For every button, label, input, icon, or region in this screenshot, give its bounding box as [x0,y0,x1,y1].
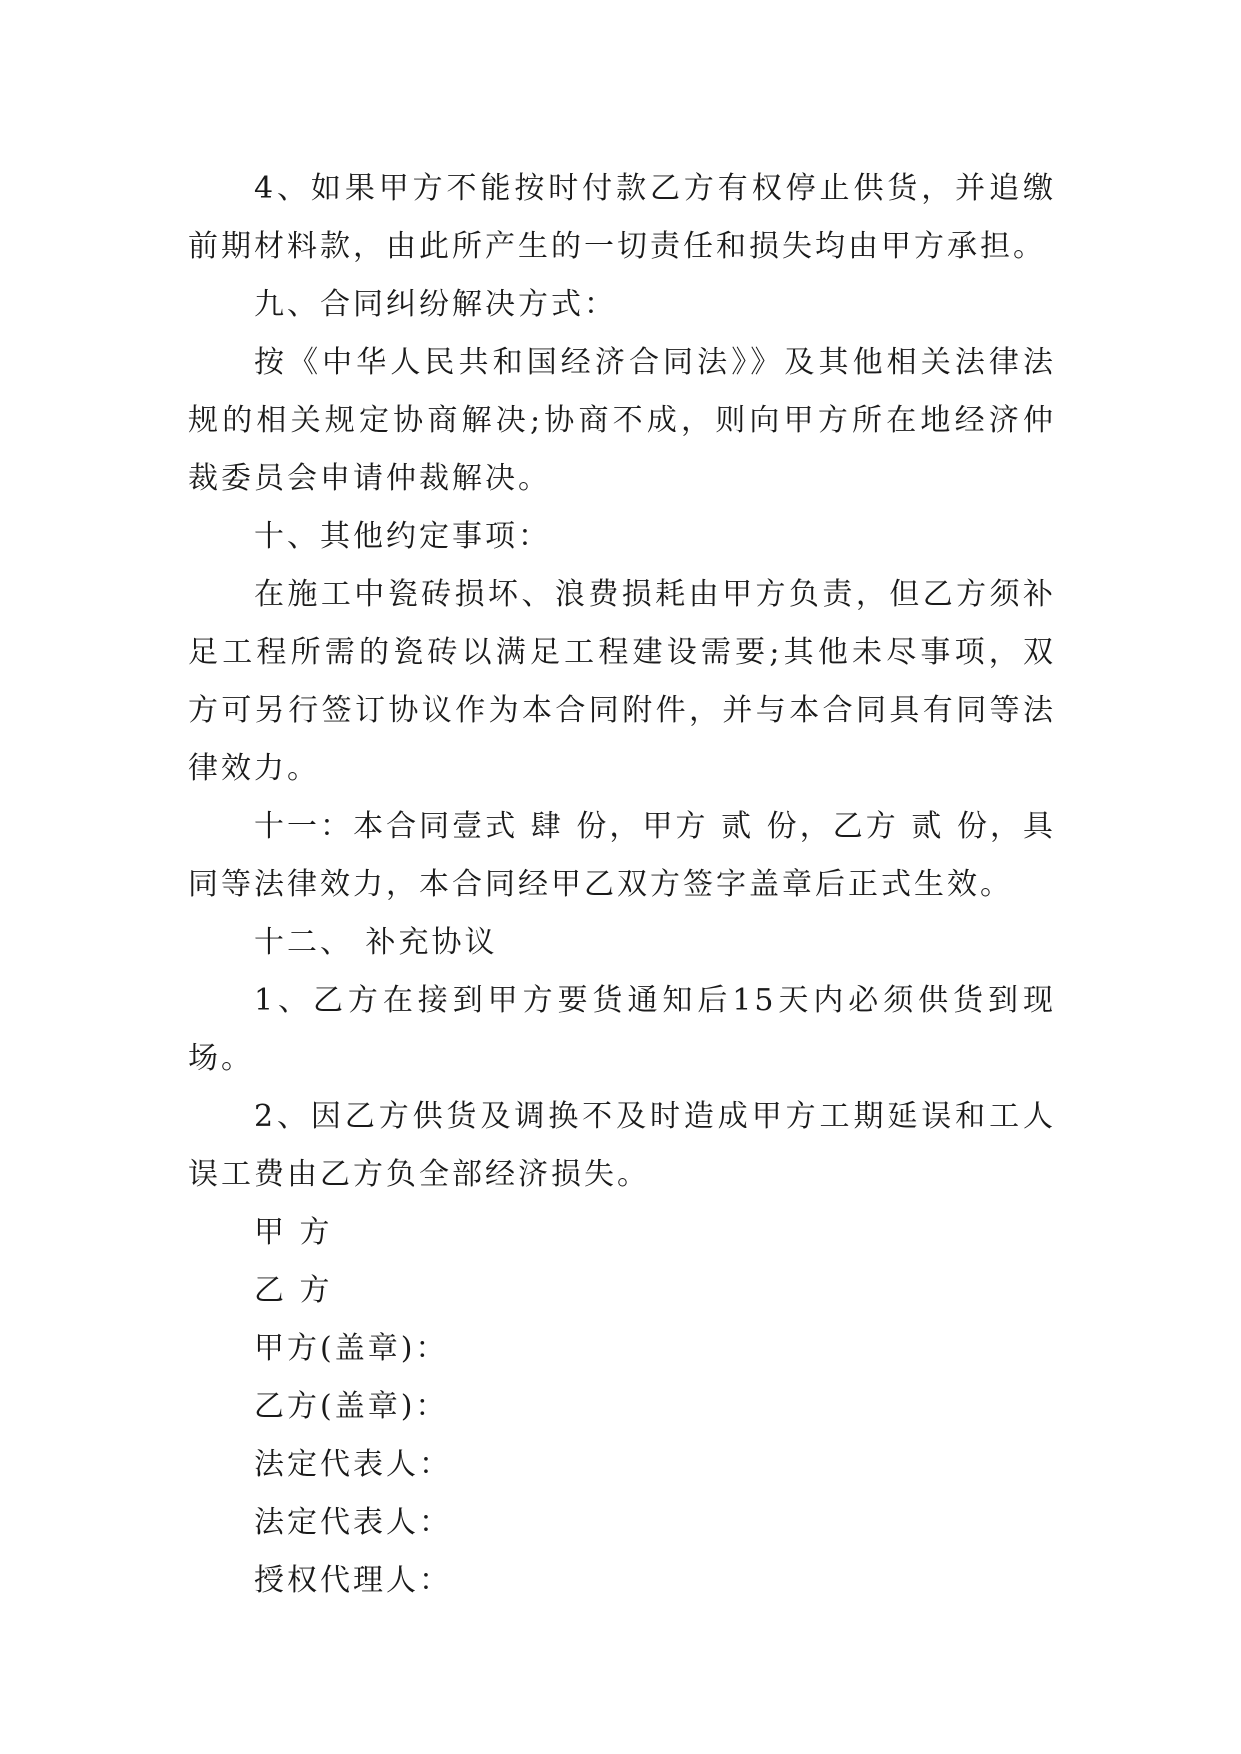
signature-party-b: 乙 方 [254,1273,333,1308]
signature-party-a: 甲 方 [254,1215,333,1250]
paragraph-dispute-resolution: 按《中华人民共和国经济合同法》》及其他相关法律法规的相关规定协商解决;协商不成，则向甲方所在地经济仲裁委员会申请仲裁解决。 [188,345,1056,496]
heading-other-terms: 十、其他约定事项： [254,519,551,554]
paragraph-supplementary-2: 2、因乙方供货及调换不及时造成甲方工期延误和工人误工费由乙方负全部经济损失。 [188,1099,1056,1192]
heading-supplementary-agreement: 十二、 补充协议 [254,925,498,960]
paragraph-other-terms: 在施工中瓷砖损坏、浪费损耗由甲方负责，但乙方须补足工程所需的瓷砖以满足工程建设需要;其他未尽事项，双方可另行签订协议作为本合同附件，并与本合同具有同等法律效力。 [188,577,1056,786]
paragraph-copies-clause: 十一：本合同壹式 肆 份，甲方 贰 份，乙方 贰 份，具同等法律效力，本合同经甲乙双方签字盖章后正式生效。 [188,809,1056,902]
signature-authorized-agent: 授权代理人： [254,1563,452,1598]
paragraph-supplementary-1: 1、乙方在接到甲方要货通知后15天内必须供货到现场。 [188,983,1056,1076]
signature-legal-representative-a: 法定代表人： [254,1447,452,1482]
signature-legal-representative-b: 法定代表人： [254,1505,452,1540]
heading-dispute-resolution: 九、合同纠纷解决方式： [254,287,617,322]
paragraph-payment-clause: 4、如果甲方不能按时付款乙方有权停止供货，并追缴前期材料款，由此所产生的一切责任和损失均由甲方承担。 [188,171,1056,264]
document-body [188,160,1056,1610]
signature-party-b-seal: 乙方(盖章)： [254,1389,449,1424]
signature-party-a-seal: 甲方(盖章)： [254,1331,449,1366]
